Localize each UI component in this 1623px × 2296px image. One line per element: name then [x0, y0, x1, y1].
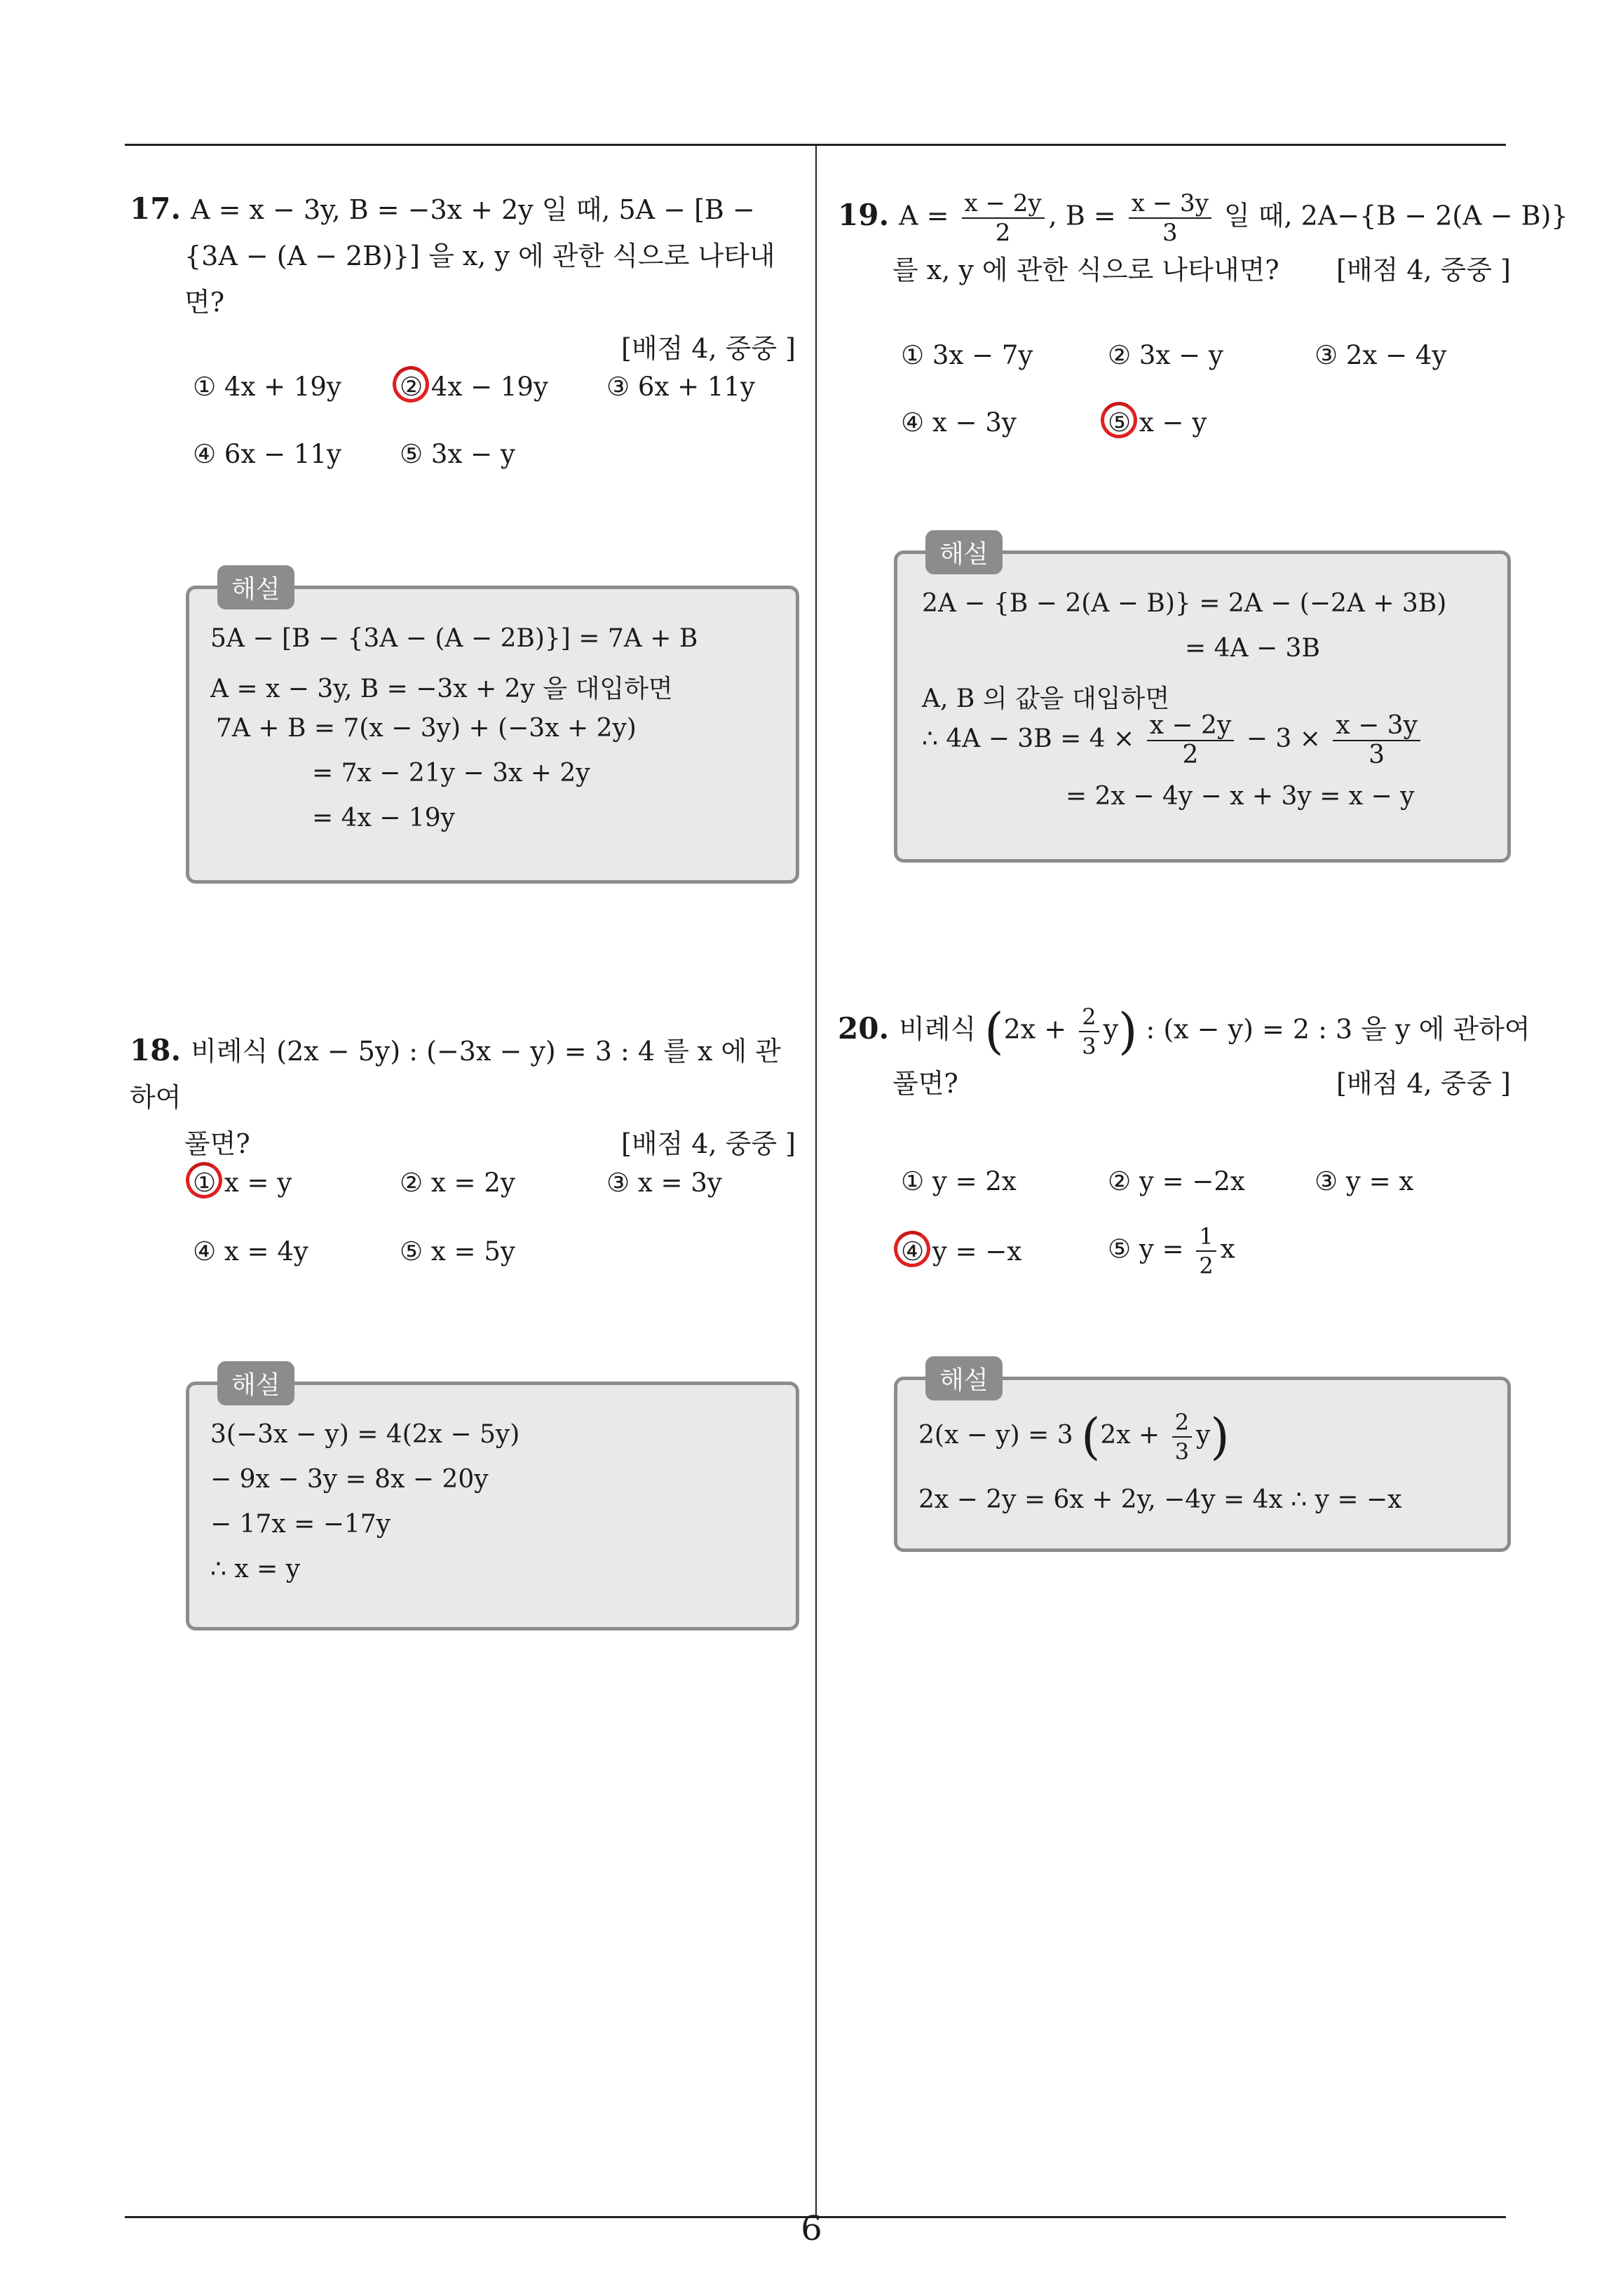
choice-label: ① 4x + 19y: [193, 372, 341, 402]
solution-text: 2x +: [1100, 1421, 1160, 1450]
fraction-denominator: 3: [1162, 219, 1178, 247]
question-20: [838, 1002, 1530, 1107]
solution-line: A = x − 3y, B = −3x + 2y 을 대입하면: [210, 675, 673, 703]
choice-4[interactable]: [193, 1236, 308, 1267]
choice-label: ④ y = −x: [901, 1236, 1022, 1267]
question-17-text1: A = x − 3y, B = −3x + 2y 일 때, 5A − [B −: [191, 194, 755, 225]
choice-label: ② y = −2x: [1108, 1166, 1245, 1196]
choice-label: ① y = 2x: [901, 1166, 1017, 1196]
choice-label: ② 4x − 19y: [400, 372, 548, 402]
solution-line-fractions: [922, 712, 1425, 769]
choice-3[interactable]: [1315, 340, 1446, 370]
fraction-numerator: x − 3y: [1333, 712, 1420, 741]
solution-line: 5A − [B − {3A − (A − 2B)}] = 7A + B: [210, 624, 698, 653]
solution-line: 2x − 2y = 6x + 2y, −4y = 4x ∴ y = −x: [918, 1485, 1402, 1514]
choice-3[interactable]: [1315, 1166, 1413, 1196]
choice-5[interactable]: [400, 1236, 515, 1267]
solution-box-18: [186, 1371, 799, 1630]
choice-4[interactable]: [901, 407, 1017, 438]
choice-label: ③ x = 3y: [606, 1168, 722, 1198]
page-number: 6: [801, 2209, 822, 2248]
fraction: [1172, 1408, 1192, 1466]
solution-box-19: [894, 540, 1511, 863]
choice-label: ⑤ 3x − y: [400, 439, 515, 469]
solution-line: 2A − {B − 2(A − B)} = 2A − (−2A + 3B): [922, 589, 1447, 618]
choice-label: ③ y = x: [1315, 1166, 1414, 1196]
fraction-denominator: 2: [1182, 741, 1199, 769]
choice-label: ② x = 2y: [400, 1168, 515, 1198]
fraction: [1333, 712, 1420, 769]
choice-1[interactable]: [901, 1166, 1017, 1196]
question-number: 18.: [130, 1033, 182, 1067]
choice-label: ① 3x − 7y: [901, 340, 1033, 370]
fraction-numerator: x − 2y: [962, 189, 1045, 219]
column-divider: [815, 144, 817, 2217]
question-20-inner-b: y: [1103, 1013, 1119, 1045]
choice-label: ⑤ y =: [1108, 1234, 1184, 1264]
choice-2[interactable]: [400, 372, 548, 402]
question-19-text2: 를 x, y 에 관한 식으로 나타내면?: [892, 255, 1279, 285]
solution-label: 해설: [217, 1361, 294, 1405]
solution-text: − 3 ×: [1246, 724, 1321, 753]
question-20-points: [배점 4, 중중 ]: [1336, 1068, 1511, 1099]
fraction-denominator: 3: [1369, 741, 1385, 769]
question-19-text-a: A =: [899, 200, 949, 231]
solution-label: 해설: [925, 530, 1003, 574]
fraction: [1147, 712, 1235, 769]
solution-line: = 7x − 21y − 3x + 2y: [312, 759, 590, 788]
question-17-line1: [130, 186, 803, 233]
choice-label: ③ 2x − 4y: [1315, 340, 1447, 370]
question-20-inner-a: 2x +: [1003, 1013, 1067, 1045]
solution-line: = 2x − 4y − x + 3y = x − y: [1066, 782, 1415, 811]
question-20-line1: [838, 1002, 1530, 1060]
fraction-numerator: x − 3y: [1129, 189, 1211, 219]
choice-label: ④ 6x − 11y: [193, 439, 341, 469]
fraction: [1196, 1222, 1216, 1280]
question-19-text-b: , B =: [1048, 200, 1116, 231]
choice-label: ⑤ x = 5y: [400, 1236, 515, 1267]
choice-label: ⑤ x − y: [1108, 407, 1207, 438]
question-number: 17.: [130, 191, 182, 226]
solution-box-20: [894, 1366, 1511, 1552]
question-17: [130, 186, 803, 372]
fraction-a: [962, 189, 1045, 247]
solution-line: 3(−3x − y) = 4(2x − 5y): [210, 1420, 520, 1449]
question-number: 20.: [838, 1011, 890, 1046]
solution-line: = 4x − 19y: [312, 804, 456, 832]
choice-label: ① x = y: [193, 1168, 292, 1198]
right-paren: ): [1210, 1407, 1230, 1466]
choice-1[interactable]: [193, 1168, 292, 1198]
fraction: [1079, 1003, 1099, 1060]
question-18-line1: [130, 1027, 803, 1121]
question-18-line2: [130, 1121, 803, 1167]
left-paren: (: [984, 1002, 1004, 1060]
question-17-points: [배점 4, 중중 ]: [621, 333, 796, 364]
choice-5[interactable]: [400, 439, 515, 469]
choice-2[interactable]: [400, 1168, 515, 1198]
question-20-text-b: : (x − y) = 2 : 3 을 y 에 관하여: [1146, 1013, 1530, 1045]
left-paren: (: [1081, 1407, 1101, 1466]
solution-text: y: [1196, 1421, 1211, 1450]
fraction-numerator: x − 2y: [1147, 712, 1235, 741]
choice-label: ④ x = 4y: [193, 1236, 308, 1267]
question-number: 19.: [838, 197, 890, 232]
solution-text: ∴ 4A − 3B = 4 ×: [922, 724, 1135, 753]
fraction-b: [1129, 189, 1211, 247]
fraction-denominator: 3: [1174, 1438, 1190, 1465]
question-19-line1: [838, 189, 1568, 247]
question-17-text2: {3A − (A − 2B)}] 을 x, y 에 관한 식으로 나타내면?: [184, 241, 775, 318]
solution-line: − 17x = −17y: [210, 1510, 391, 1539]
choice-2[interactable]: [1108, 340, 1223, 370]
choice-4[interactable]: [193, 439, 341, 469]
solution-label: 해설: [925, 1356, 1003, 1400]
question-18-points: [배점 4, 중중 ]: [621, 1128, 796, 1159]
fraction-denominator: 3: [1082, 1033, 1096, 1060]
question-18-text1: 비례식 (2x − 5y) : (−3x − y) = 3 : 4 를 x 에 관하여: [130, 1036, 781, 1113]
solution-box-17: [186, 575, 799, 884]
choice-3[interactable]: [606, 1168, 722, 1198]
choice-3[interactable]: [606, 372, 755, 402]
choice-2[interactable]: [1108, 1166, 1245, 1196]
question-20-text-a: 비례식: [899, 1013, 977, 1045]
question-19-text-c: 일 때, 2A−{B − 2(A − B)}: [1224, 200, 1568, 231]
fraction-numerator: 2: [1172, 1408, 1192, 1438]
question-20-text2: 풀면?: [892, 1068, 958, 1099]
choice-label: ④ x − 3y: [901, 407, 1017, 438]
solution-line: 7A + B = 7(x − 3y) + (−3x + 2y): [216, 714, 637, 743]
solution-line: − 9x − 3y = 8x − 20y: [210, 1465, 489, 1494]
fraction-numerator: 2: [1079, 1003, 1099, 1032]
question-18-text2: 풀면?: [184, 1128, 250, 1159]
question-19-points: [배점 4, 중중 ]: [1336, 255, 1511, 285]
question-20-line2: [838, 1060, 1518, 1107]
choice-label: ② 3x − y: [1108, 340, 1223, 370]
solution-text: 2(x − y) = 3: [918, 1421, 1073, 1450]
solution-line-fraction: [918, 1408, 1230, 1466]
choice-4[interactable]: [901, 1236, 1021, 1267]
question-19: [838, 189, 1568, 293]
fraction-numerator: 1: [1196, 1222, 1216, 1252]
choice-1[interactable]: [901, 340, 1033, 370]
choice-5[interactable]: [1108, 1222, 1235, 1280]
choice-tail: x: [1220, 1234, 1235, 1264]
solution-label: 해설: [217, 565, 294, 609]
fraction-denominator: 2: [1199, 1252, 1214, 1279]
choice-5[interactable]: [1108, 407, 1207, 438]
solution-line: ∴ x = y: [210, 1555, 301, 1583]
solution-line: = 4A − 3B: [1185, 634, 1320, 663]
solution-line: A, B 의 값을 대입하면: [922, 684, 1170, 713]
choice-label: ③ 6x + 11y: [606, 372, 755, 402]
question-19-line2: [838, 247, 1518, 293]
choice-1[interactable]: [193, 372, 341, 402]
question-18: [130, 1027, 803, 1167]
right-paren: ): [1118, 1002, 1138, 1060]
fraction-denominator: 2: [995, 219, 1011, 247]
